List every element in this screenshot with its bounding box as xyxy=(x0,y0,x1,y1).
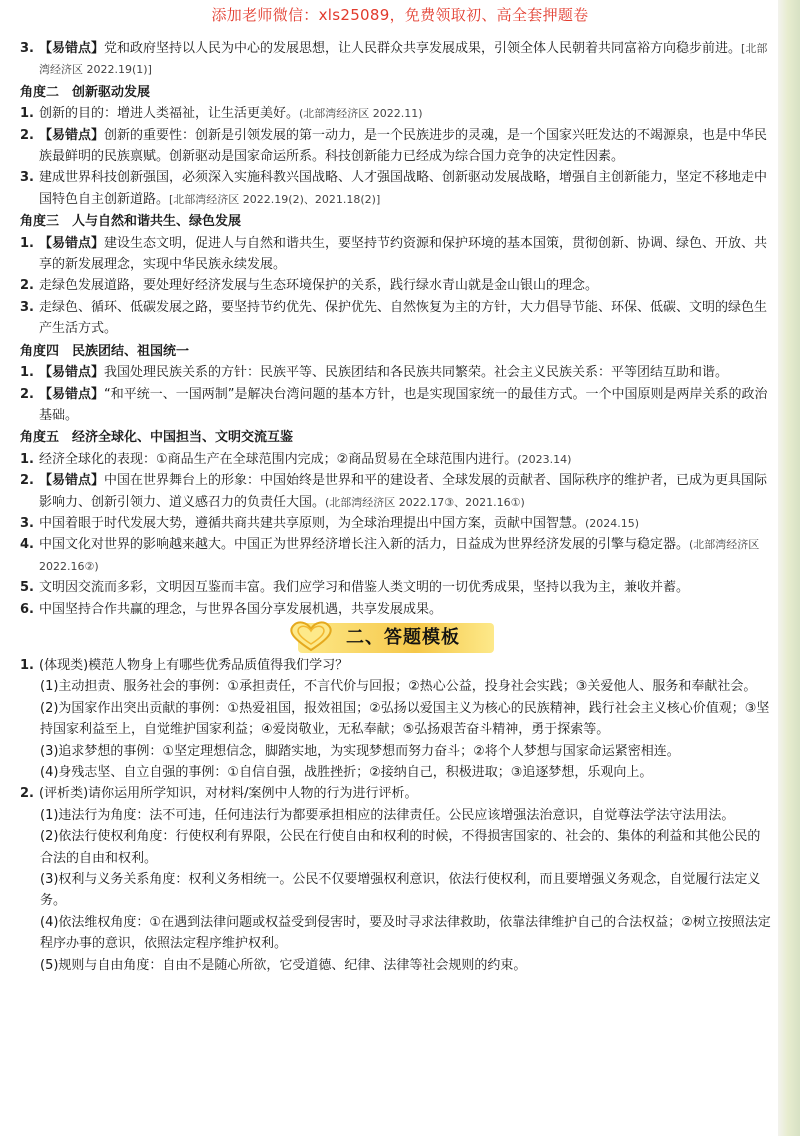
item-number: 6. xyxy=(20,601,34,617)
list-item xyxy=(20,297,772,340)
angle-heading: 角度三 人与自然和谐共生、绿色发展 xyxy=(20,214,242,230)
item-text: 中国着眼于时代发展大势，遵循共商共建共享原则，为全球治理提出中国方案，贡献中国智慧。 xyxy=(39,515,586,531)
item-number: 3. xyxy=(20,515,34,531)
error-tag: 【易错点】 xyxy=(39,473,105,489)
item-text: 走绿色、循环、低碳发展之路，要坚持节约优先、保护优先、自然恢复为主的方针，大力倡导节能、环保、低碳、文明的绿色生产生活方式。 xyxy=(39,299,768,337)
list-item xyxy=(20,362,772,383)
error-tag: 【易错点】 xyxy=(39,127,105,143)
template-point: (2)为国家作出突出贡献的事例：①热爱祖国，报效祖国；②弘扬以爱国主义为核心的民族精神，践行社会主义核心价值观；③坚持国家利益至上，自觉维护国家利益；④爱岗敬业，无私奉献；⑤弘扬艰苦奋斗精神，勇于探索等。 xyxy=(40,700,770,738)
template-point: (4)依法维权角度：①在遇到法律问题或权益受到侵害时，要及时寻求法律救助，依靠法律维护自己的合法权益；②树立按照法定程序办事的意识，依照法定程序维护权利。 xyxy=(40,914,771,952)
item-text: 走绿色发展道路，要处理好经济发展与生态环境保护的关系，践行绿水青山就是金山银山的理念。 xyxy=(39,278,599,294)
list-item xyxy=(20,38,772,81)
item-number: 2. xyxy=(20,786,34,802)
promo-banner: 添加老师微信：xls25089，免费领取初、高全套押题卷 xyxy=(211,6,589,24)
page-content xyxy=(20,38,772,976)
source-note: (北部湾经济区 2022.17③、2021.16①) xyxy=(325,495,525,509)
item-text: 党和政府坚持以人民为中心的发展思想，让人民群众共享发展成果，引领全体人民朝着共同富裕方向稳步前进。 xyxy=(104,41,742,56)
source-note: [北部湾经济区 2022.19(1)] xyxy=(39,42,768,77)
item-text: 中国坚持合作共赢的理念，与世界各国分享发展机遇，共享发展成果。 xyxy=(39,601,443,617)
angle-heading: 角度二 创新驱动发展 xyxy=(20,84,151,100)
item-number: 2. xyxy=(20,473,34,489)
list-item xyxy=(20,449,772,470)
template-point: (5)规则与自由角度：自由不是随心所欲，它受道德、纪律、法律等社会规则的约束。 xyxy=(40,957,527,973)
source-note: (北部湾经济区 2022.11) xyxy=(299,107,423,121)
item-text: 我国处理民族关系的方针：民族平等、民族团结和各民族共同繁荣。社会主义民族关系：平等团结互助和谐。 xyxy=(104,365,729,381)
item-number: 1. xyxy=(20,106,34,122)
list-item xyxy=(20,275,772,296)
heart-icon xyxy=(284,619,338,653)
source-note: (2023.14) xyxy=(517,452,572,466)
source-note: (2024.15) xyxy=(585,516,640,530)
list-item xyxy=(20,577,772,598)
angle-heading: 角度五 经济全球化、中国担当、文明交流互鉴 xyxy=(20,430,294,446)
source-note: (北部湾经济区 2022.16②) xyxy=(39,538,760,573)
item-number: 1. xyxy=(20,365,34,381)
item-number: 2. xyxy=(20,127,34,143)
item-number: 4. xyxy=(20,537,34,553)
item-text: 中国在世界舞台上的形象：中国始终是世界和平的建设者、全球发展的贡献者、国际秩序的维护者，已成为更具国际影响力、创新引领力、道义感召力的负责任大国。 xyxy=(39,473,768,510)
item-number: 3. xyxy=(20,41,34,56)
list-item xyxy=(20,103,772,124)
list-item xyxy=(20,655,772,676)
template-point: (2)依法行使权利角度：行使权利有界限，公民在行使自由和权利的时候，不得损害国家的、社会的、集体的利益和其他公民的合法的自由和权利。 xyxy=(40,829,761,866)
item-number: 2. xyxy=(20,278,34,294)
source-note: [北部湾经济区 2022.19(2)、2021.18(2)] xyxy=(169,192,381,206)
list-item xyxy=(20,125,772,168)
item-number: 3. xyxy=(20,170,34,186)
list-item xyxy=(20,783,772,804)
list-item xyxy=(20,599,772,620)
template-point: (4)身残志坚、自立自强的事例：①自信自强，战胜挫折；②接纳自己，积极进取；③追逐梦想，乐观向上。 xyxy=(40,765,653,780)
list-item xyxy=(20,470,772,513)
item-number: 5. xyxy=(20,580,34,596)
item-text: 经济全球化的表现：①商品生产在全球范围内完成；②商品贸易在全球范围内进行。 xyxy=(39,451,518,467)
list-item xyxy=(20,167,772,210)
error-tag: 【易错点】 xyxy=(39,41,105,56)
error-tag: 【易错点】 xyxy=(39,235,105,251)
list-item xyxy=(20,513,772,534)
angle-heading: 角度四 民族团结、祖国统一 xyxy=(20,343,190,359)
item-text: 建成世界科技创新强国，必须深入实施科教兴国战略、人才强国战略、创新驱动发展战略，增强自主创新能力，坚定不移地走中国特色自主创新道路。 xyxy=(39,170,768,207)
question-text: (评析类)请你运用所学知识，对材料/案例中人物的行为进行评析。 xyxy=(39,786,418,802)
item-text: 中国文化对世界的影响越来越大。中国正为世界经济增长注入新的活力，日益成为世界经济发展的引擎与稳定器。 xyxy=(39,537,690,553)
item-number: 1. xyxy=(20,657,34,673)
section-title-box xyxy=(298,623,494,653)
item-text: 建设生态文明，促进人与自然和谐共生，要坚持节约资源和保护环境的基本国策，贯彻创新、协调、绿色、开放、共享的新发展理念，实现中华民族永续发展。 xyxy=(39,235,768,273)
error-tag: 【易错点】 xyxy=(39,365,105,381)
template-point: (3)权利与义务关系角度：权利义务相统一。公民不仅要增强权利意识，依法行使权利，而且要增强义务观念，自觉履行法定义务。 xyxy=(40,872,761,909)
item-number: 1. xyxy=(20,235,34,251)
error-tag: 【易错点】 xyxy=(39,386,105,402)
list-item xyxy=(20,534,772,577)
template-point: (1)主动担责、服务社会的事例：①承担责任，不言代价与回报；②热心公益，投身社会实践；③关爱他人、服务和奉献社会。 xyxy=(40,679,757,695)
item-text: 创新的目的：增进人类福祉，让生活更美好。 xyxy=(39,106,300,122)
section-title: 二、答题模板 xyxy=(346,627,460,649)
item-number: 3. xyxy=(20,299,34,315)
template-point: (1)违法行为角度：法不可违，任何违法行为都要承担相应的法律责任。公民应该增强法治意识，自觉尊法学法守法用法。 xyxy=(40,807,735,823)
item-text: 文明因交流而多彩，文明因互鉴而丰富。我们应学习和借鉴人类文明的一切优秀成果，坚持以我为主，兼收并蓄。 xyxy=(39,580,690,596)
item-number: 1. xyxy=(20,451,34,467)
item-text: 创新的重要性：创新是引领发展的第一动力，是一个民族进步的灵魂，是一个国家兴旺发达的不竭源泉，也是中华民族最鲜明的民族禀赋。创新驱动是国家命运所系。科技创新能力已经成为综合国力竞争的决定性因素。 xyxy=(39,127,768,165)
item-text: “和平统一、一国两制”是解决台湾问题的基本方针，也是实现国家统一的最佳方式。一个中国原则是两岸关系的政治基础。 xyxy=(39,386,768,423)
list-item xyxy=(20,233,772,276)
list-item xyxy=(20,384,772,427)
item-number: 2. xyxy=(20,386,34,402)
template-point: (3)追求梦想的事例：①坚定理想信念，脚踏实地，为实现梦想而努力奋斗；②将个人梦想与国家命运紧密相连。 xyxy=(40,743,680,759)
section-header xyxy=(20,623,772,653)
page-edge-strip xyxy=(778,0,800,1136)
question-text: (体现类)模范人物身上有哪些优秀品质值得我们学习？ xyxy=(39,657,349,673)
